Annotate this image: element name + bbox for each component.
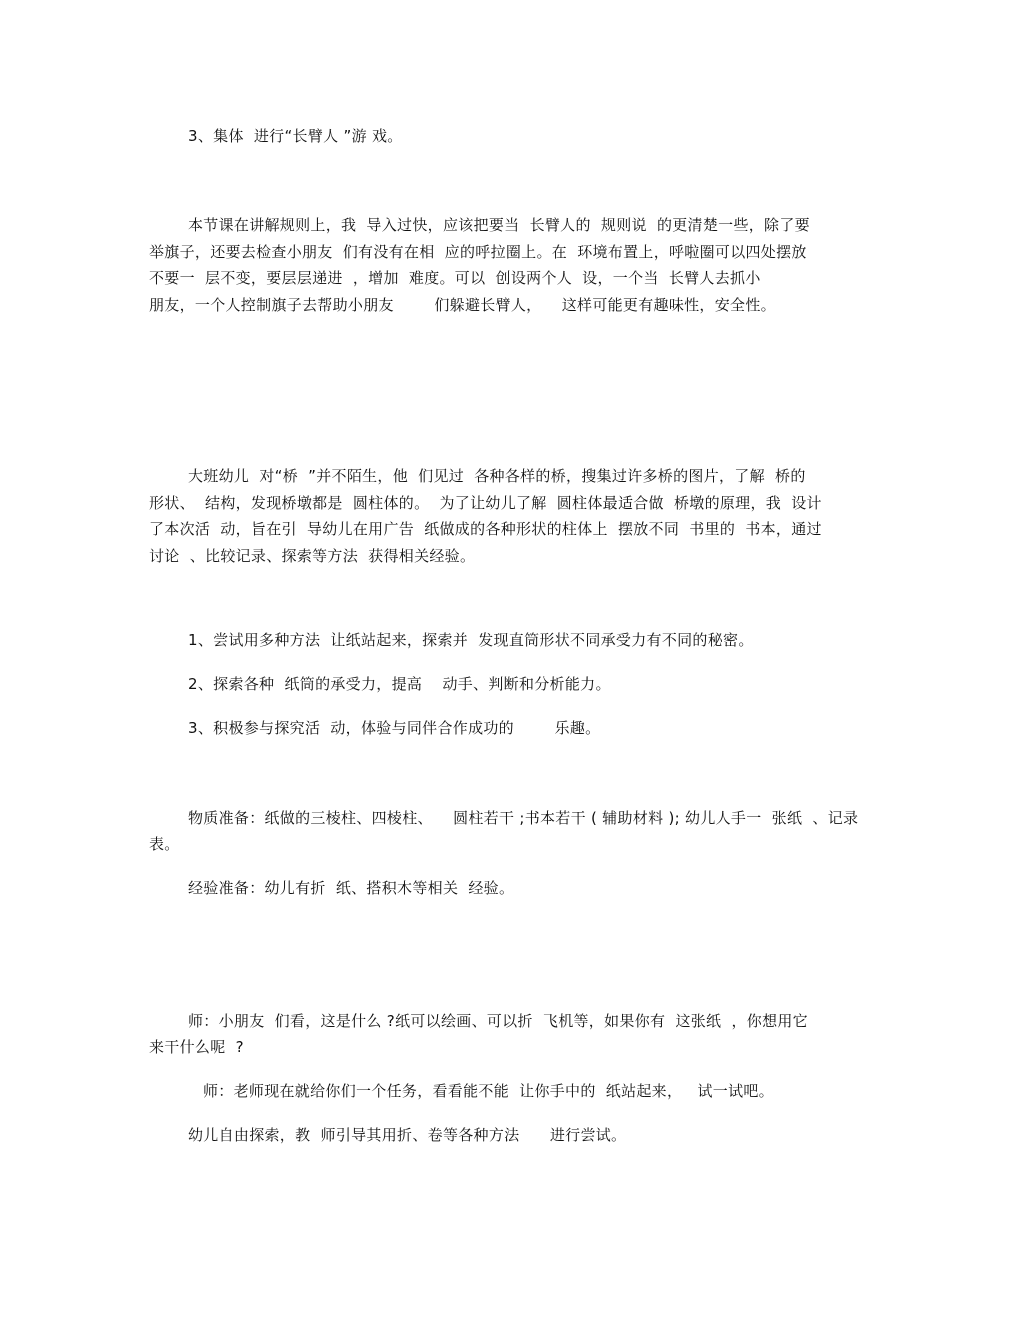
reflection-line: 举旗子，还要去检查小朋友 们有没有在相 应的呼拉圈上。在 环境布置上，呼啦圈可以四处摆放 bbox=[149, 243, 807, 261]
goal-item: 2、探索各种 纸筒的承受力，提高 动手、判断和分析能力。 bbox=[188, 675, 611, 693]
reflection-line: 本节课在讲解规则上，我 导入过快，应该把要当 长臂人的 规则说 的更清楚一些，除了要 bbox=[188, 216, 810, 234]
teacher-intro-line: 师：小朋友 们看，这是什么 ?纸可以绘画、可以折 飞机等，如果你有 这张纸 ，你想用它 bbox=[188, 1012, 808, 1030]
reflection-line: 不要一 层不变，要层层递进 ，增加 难度。可以 创设两个人 设，一个当 长臂人去抓小 bbox=[149, 269, 761, 287]
material-preparation-line: 物质准备：纸做的三棱柱、四棱柱、 圆柱若干 ;书本若干 ( 辅助材料 ); 幼儿人手一 张纸 、记录 bbox=[188, 809, 859, 827]
material-preparation-line: 表。 bbox=[149, 835, 180, 853]
teacher-task: 师：老师现在就给你们一个任务，看看能不能 让你手中的 纸站起来， 试一试吧。 bbox=[203, 1082, 774, 1100]
design-intent-line: 讨论 、比较记录、探索等方法 获得相关经验。 bbox=[149, 547, 476, 565]
game-step-heading: 3、集体 进行“长臂人 ”游 戏。 bbox=[188, 127, 403, 145]
design-intent-line: 了本次活 动，旨在引 导幼儿在用广告 纸做成的各种形状的柱体上 摆放不同 书里的 书本，通过 bbox=[149, 520, 822, 538]
design-intent-line: 形状、 结构，发现桥墩都是 圆柱体的。 为了让幼儿了解 圆柱体最适合做 桥墩的原理，我 设计 bbox=[149, 494, 822, 512]
goal-item: 3、积极参与探究活 动，体验与同伴合作成功的 乐趣。 bbox=[188, 719, 601, 737]
design-intent-line: 大班幼儿 对“桥 ”并不陌生，他 们见过 各种各样的桥，搜集过许多桥的图片，了解 桥的 bbox=[188, 467, 806, 485]
experience-preparation: 经验准备：幼儿有折 纸、搭积木等相关 经验。 bbox=[188, 879, 515, 897]
reflection-line: 朋友，一个人控制旗子去帮助小朋友 们躲避长臂人， 这样可能更有趣味性，安全性。 bbox=[149, 296, 776, 314]
teacher-intro-line: 来干什么呢 ? bbox=[149, 1038, 244, 1056]
children-explore: 幼儿自由探索，教 师引导其用折、卷等各种方法 进行尝试。 bbox=[188, 1126, 627, 1144]
goal-item: 1、尝试用多种方法 让纸站起来，探索并 发现直筒形状不同承受力有不同的秘密。 bbox=[188, 631, 754, 649]
